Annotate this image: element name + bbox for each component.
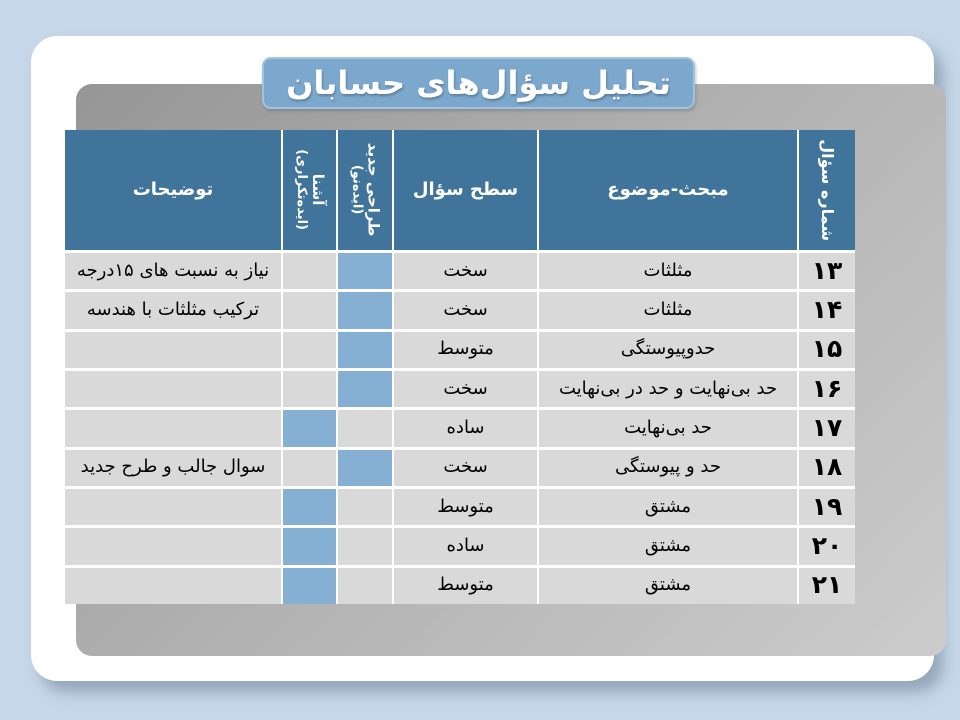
familiar-mark-cell xyxy=(283,292,336,328)
topic-cell: مشتق xyxy=(539,568,797,604)
col-header-level: سطح سؤال xyxy=(394,130,537,250)
topic-cell: حد و پیوستگی xyxy=(539,450,797,486)
familiar-mark-cell xyxy=(283,371,336,407)
number-cell: ۱۶ xyxy=(799,371,855,407)
col-header-new-design-label: طراحی جدید xyxy=(364,143,383,237)
level-cell: سخت xyxy=(394,292,537,328)
new-design-mark-cell xyxy=(338,568,392,604)
level-cell: متوسط xyxy=(394,489,537,525)
slide-title: تحلیل سؤال‌های حسابان xyxy=(286,64,671,102)
level-cell: سخت xyxy=(394,371,537,407)
topic-cell: حد بی‌نهایت xyxy=(539,410,797,446)
new-design-mark-cell xyxy=(338,450,392,486)
number-cell: ۱۸ xyxy=(799,450,855,486)
familiar-mark-cell xyxy=(283,332,336,368)
new-design-mark-cell xyxy=(338,332,392,368)
topic-cell: مشتق xyxy=(539,489,797,525)
familiar-mark-cell xyxy=(283,489,336,525)
new-design-mark-cell xyxy=(338,410,392,446)
number-cell: ۱۷ xyxy=(799,410,855,446)
new-design-mark-cell xyxy=(338,292,392,328)
familiar-mark-cell xyxy=(283,450,336,486)
notes-cell xyxy=(65,371,281,407)
level-cell: ساده xyxy=(394,410,537,446)
notes-cell xyxy=(65,332,281,368)
number-cell: ۲۰ xyxy=(799,528,855,564)
topic-cell: حدوپیوستگی xyxy=(539,332,797,368)
level-cell: متوسط xyxy=(394,568,537,604)
notes-cell: سوال جالب و طرح جدید xyxy=(65,450,281,486)
notes-cell: ترکیب مثلثات با هندسه xyxy=(65,292,281,328)
new-design-mark-cell xyxy=(338,489,392,525)
notes-cell xyxy=(65,489,281,525)
col-header-familiar xyxy=(283,130,336,250)
familiar-mark-cell xyxy=(283,528,336,564)
topic-cell: مثلثات xyxy=(539,253,797,289)
level-cell: سخت xyxy=(394,253,537,289)
number-cell: ۱۹ xyxy=(799,489,855,525)
familiar-mark-cell xyxy=(283,253,336,289)
topic-cell: حد بی‌نهایت و حد در بی‌نهایت xyxy=(539,371,797,407)
col-header-number xyxy=(799,130,855,250)
col-header-familiar-label: آشنا xyxy=(309,174,328,206)
col-header-topic: مبحث-موضوع xyxy=(539,130,797,250)
new-design-mark-cell xyxy=(338,371,392,407)
content-card xyxy=(31,36,934,681)
level-cell: متوسط xyxy=(394,332,537,368)
col-header-notes: توضیحات xyxy=(65,130,281,250)
familiar-mark-cell xyxy=(283,410,336,446)
col-header-familiar-sublabel: (ایده‌تکراری) xyxy=(293,149,309,231)
topic-cell: مثلثات xyxy=(539,292,797,328)
level-cell: ساده xyxy=(394,528,537,564)
notes-cell: نیاز به نسبت های ۱۵درجه xyxy=(65,253,281,289)
analysis-table xyxy=(65,130,855,604)
new-design-mark-cell xyxy=(338,253,392,289)
familiar-mark-cell xyxy=(283,568,336,604)
new-design-mark-cell xyxy=(338,528,392,564)
number-cell: ۲۱ xyxy=(799,568,855,604)
slide-title-bar xyxy=(262,57,695,109)
col-header-new-design-sublabel: (ایده‌نو) xyxy=(349,165,365,215)
notes-cell xyxy=(65,410,281,446)
notes-cell xyxy=(65,528,281,564)
col-header-new-design xyxy=(338,130,392,250)
level-cell: سخت xyxy=(394,450,537,486)
notes-cell xyxy=(65,568,281,604)
col-header-number-label: شماره سؤال xyxy=(818,139,838,241)
number-cell: ۱۳ xyxy=(799,253,855,289)
number-cell: ۱۵ xyxy=(799,332,855,368)
topic-cell: مشتق xyxy=(539,528,797,564)
number-cell: ۱۴ xyxy=(799,292,855,328)
